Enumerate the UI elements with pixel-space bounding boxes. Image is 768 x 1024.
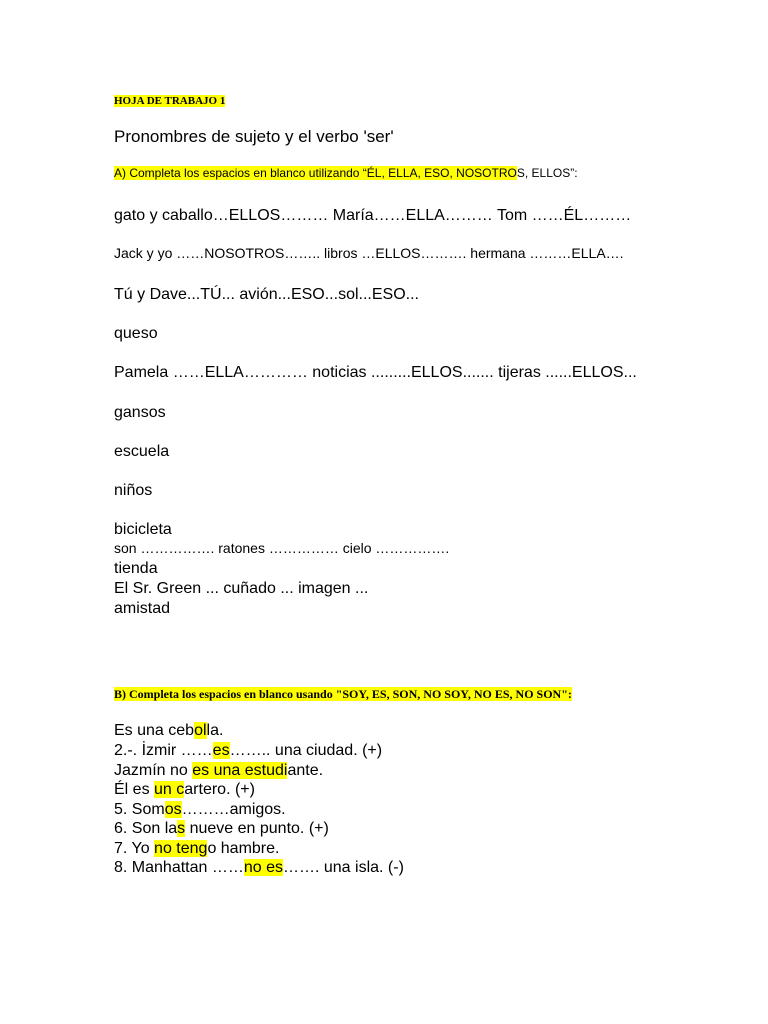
item-text-after: la. [206, 722, 224, 739]
item-answer-highlight: s [177, 820, 186, 837]
item-text-before: 7. Yo [114, 840, 155, 857]
section-b-item [114, 781, 255, 799]
item-text-before: 2.-. İzmir …… [114, 742, 213, 759]
item-text-before: 5. Som [114, 801, 165, 818]
item-text-before: Él es [114, 781, 155, 798]
item-answer-highlight: es [212, 742, 230, 759]
section-a-line: son ……………. ratones …………… cielo ……………. [114, 540, 450, 556]
section-a-line: bicicleta [114, 521, 172, 538]
section-a-line: El Sr. Green ... cuñado ... imagen ... [114, 580, 369, 597]
item-text-after: …….. una ciudad. (+) [229, 742, 383, 759]
section-b-item [114, 742, 382, 760]
section-a-line: gato y caballo…ELLOS……… María……ELLA……… Tom ……ÉL……… [114, 207, 632, 224]
worksheet-title-text: HOJA DE TRABAJO 1 [114, 95, 226, 107]
section-a-line: niños [114, 482, 153, 499]
section-a-line: queso [114, 325, 158, 342]
worksheet-subtitle: Pronombres de sujeto y el verbo 'ser' [114, 127, 394, 146]
item-answer-highlight: no es [243, 859, 283, 876]
section-a-instruction-highlight: A) Completa los espacios en blanco utilizando “ÉL, ELLA, ESO, NOSOTRO [114, 166, 517, 180]
section-a-line: Tú y Dave...TÚ... avión...ESO...sol...ESO... [114, 286, 419, 303]
item-text-after: ………amigos. [181, 801, 286, 818]
section-a-line: tienda [114, 560, 158, 577]
item-text-before: 8. Manhattan …… [114, 859, 244, 876]
item-text-after: artero. (+) [184, 781, 255, 798]
section-b-item [114, 820, 329, 838]
section-a-instruction [114, 167, 578, 180]
item-answer-highlight: no teng [154, 840, 208, 857]
item-answer-highlight: os [164, 801, 182, 818]
section-b-item [114, 859, 404, 877]
section-a-instruction-rest: S, ELLOS”: [516, 166, 578, 180]
section-b-item [114, 762, 323, 780]
section-a-line: Pamela ……ELLA………… noticias .........ELLOS....... tijeras ......ELLOS... [114, 364, 637, 381]
item-text-after: o hambre. [207, 840, 280, 857]
item-text-after: ante. [287, 762, 324, 779]
section-a-line: gansos [114, 404, 166, 421]
item-answer-highlight: ol [194, 722, 207, 739]
worksheet-title [114, 95, 225, 107]
item-text-before: Jazmín no [114, 762, 193, 779]
section-a-line: escuela [114, 443, 170, 460]
section-b-item [114, 840, 279, 858]
section-a-line: Jack y yo ……NOSOTROS…….. libros …ELLOS………. hermana ………ELLA…. [114, 245, 624, 261]
section-b-instruction-text: B) Completa los espacios en blanco usando "SOY, ES, SON, NO SOY, NO ES, NO SON": [114, 687, 572, 701]
section-a-line: amistad [114, 600, 171, 617]
item-text-after: nueve en punto. (+) [185, 820, 329, 837]
item-text-after: ……. una isla. (-) [282, 859, 404, 876]
item-answer-highlight: un c [154, 781, 185, 798]
item-answer-highlight: es una estudi [192, 762, 288, 779]
section-b-item [114, 801, 286, 819]
section-b-instruction [114, 688, 572, 701]
item-text-before: 6. Son la [114, 820, 178, 837]
item-text-before: Es una ceb [114, 722, 195, 739]
section-b-item [114, 722, 223, 740]
